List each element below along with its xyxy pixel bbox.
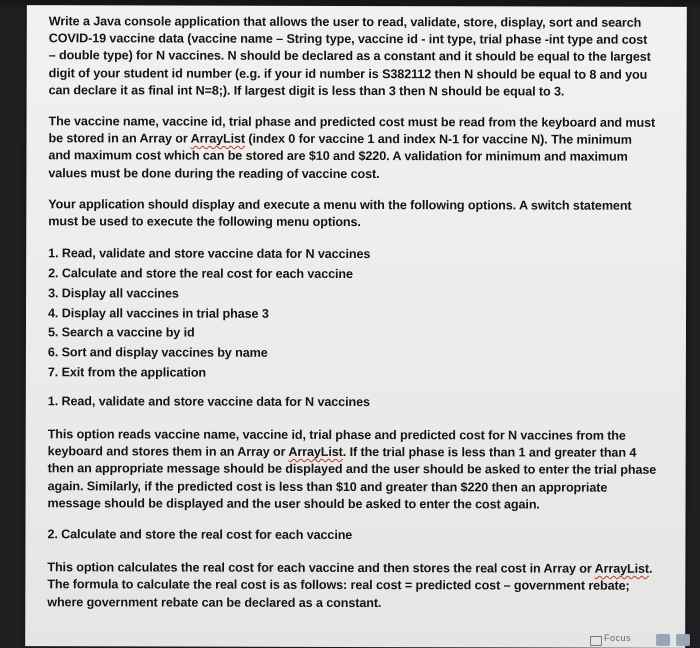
arraylist-term: ArrayList xyxy=(190,131,246,146)
text-line: COVID-19 vaccine data (vaccine name – String type, vaccine id - int type, trial phase -int type and cost xyxy=(48,31,648,47)
section-heading-read: 1. Read, validate and store vaccine data for N vaccines xyxy=(47,394,370,409)
section-heading-cost: 2. Calculate and store the real cost for each vaccine xyxy=(47,527,353,543)
menu-option: 2. Calculate and store the real cost for each vaccine xyxy=(48,266,353,282)
read-option-paragraph xyxy=(48,426,676,514)
text-line xyxy=(48,130,676,149)
text-line: message should be displayed and the user should be asked to enter the cost again. xyxy=(47,496,540,512)
text-fragment: (index 0 for vaccine 1 and index N-1 for vaccine N). The minimum xyxy=(245,131,632,147)
text-line: Write a Java console application that allows the user to read, validate, store, display, sort and search xyxy=(48,14,642,30)
document-content xyxy=(47,13,677,626)
text-line: again. Similarly, if the predicted cost is less than $10 and greater than $220 then an appropriate xyxy=(47,478,608,495)
text-fragment: be stored in an Array or xyxy=(48,131,191,146)
focus-button[interactable]: Focus xyxy=(604,633,632,643)
text-line: then an appropriate message should be displayed and the user should be asked to enter the trial phase xyxy=(47,461,657,478)
storage-paragraph xyxy=(48,113,676,183)
menu-option: 4. Display all vaccines in trial phase 3 xyxy=(48,305,269,321)
menu-intro-paragraph xyxy=(48,196,676,232)
text-line: must be used to execute the following menu options. xyxy=(48,214,361,230)
text-line: The vaccine name, vaccine id, trial phase and predicted cost must be read from the keyboard and must xyxy=(48,114,656,130)
arraylist-term: ArrayList xyxy=(594,561,650,577)
text-line: where government rebate can be declared as a constant. xyxy=(47,594,382,610)
text-line: Your application should display and execute a menu with the following options. A switch statement xyxy=(48,197,632,213)
text-line xyxy=(47,559,675,578)
text-line: values must be done during the reading of vaccine cost. xyxy=(48,165,380,181)
cost-option-paragraph xyxy=(47,559,675,612)
focus-icon[interactable] xyxy=(590,636,602,646)
menu-option: 1. Read, validate and store vaccine data for N vaccines xyxy=(48,246,371,262)
document-page xyxy=(25,5,687,648)
text-line: can declare it as final int N=8;). If largest digit is less than 3 then N should be equal to 3. xyxy=(48,83,565,99)
text-line: and maximum cost which can be stored are $10 and $220. A validation for minimum and maximum xyxy=(48,148,628,165)
text-fragment: This option calculates the real cost for each vaccine and then stores the real cost in Array or xyxy=(47,560,595,576)
status-bar xyxy=(560,633,700,647)
menu-option: 7. Exit from the application xyxy=(47,365,207,380)
text-fragment: . xyxy=(649,562,653,577)
menu-option: 3. Display all vaccines xyxy=(48,286,179,301)
text-line: The formula to calculate the real cost is as follows: real cost = predicted cost – government rebate; xyxy=(47,577,630,594)
arraylist-term: ArrayList xyxy=(288,445,343,460)
text-line: This option reads vaccine name, vaccine id, trial phase and predicted cost for N vaccines from the xyxy=(47,427,626,443)
intro-paragraph xyxy=(49,13,677,101)
text-line: – double type) for N vaccines. N should be declared as a constant and it should be equal to the largest xyxy=(48,48,651,65)
menu-options-list xyxy=(48,244,676,384)
view-mode-icon[interactable] xyxy=(656,634,670,646)
text-line xyxy=(48,443,676,462)
layout-icon[interactable] xyxy=(676,634,690,646)
text-fragment: . If the trial phase is less than 1 and greater than 4 xyxy=(342,445,637,460)
text-fragment: keyboard and stores them in an Array or xyxy=(47,444,289,460)
menu-option: 6. Sort and display vaccines by name xyxy=(47,345,268,360)
text-line: digit of your student id number (e.g. if your id number is S382112 then N should be equal to 8 and you xyxy=(48,65,648,82)
menu-option: 5. Search a vaccine by id xyxy=(47,325,195,340)
